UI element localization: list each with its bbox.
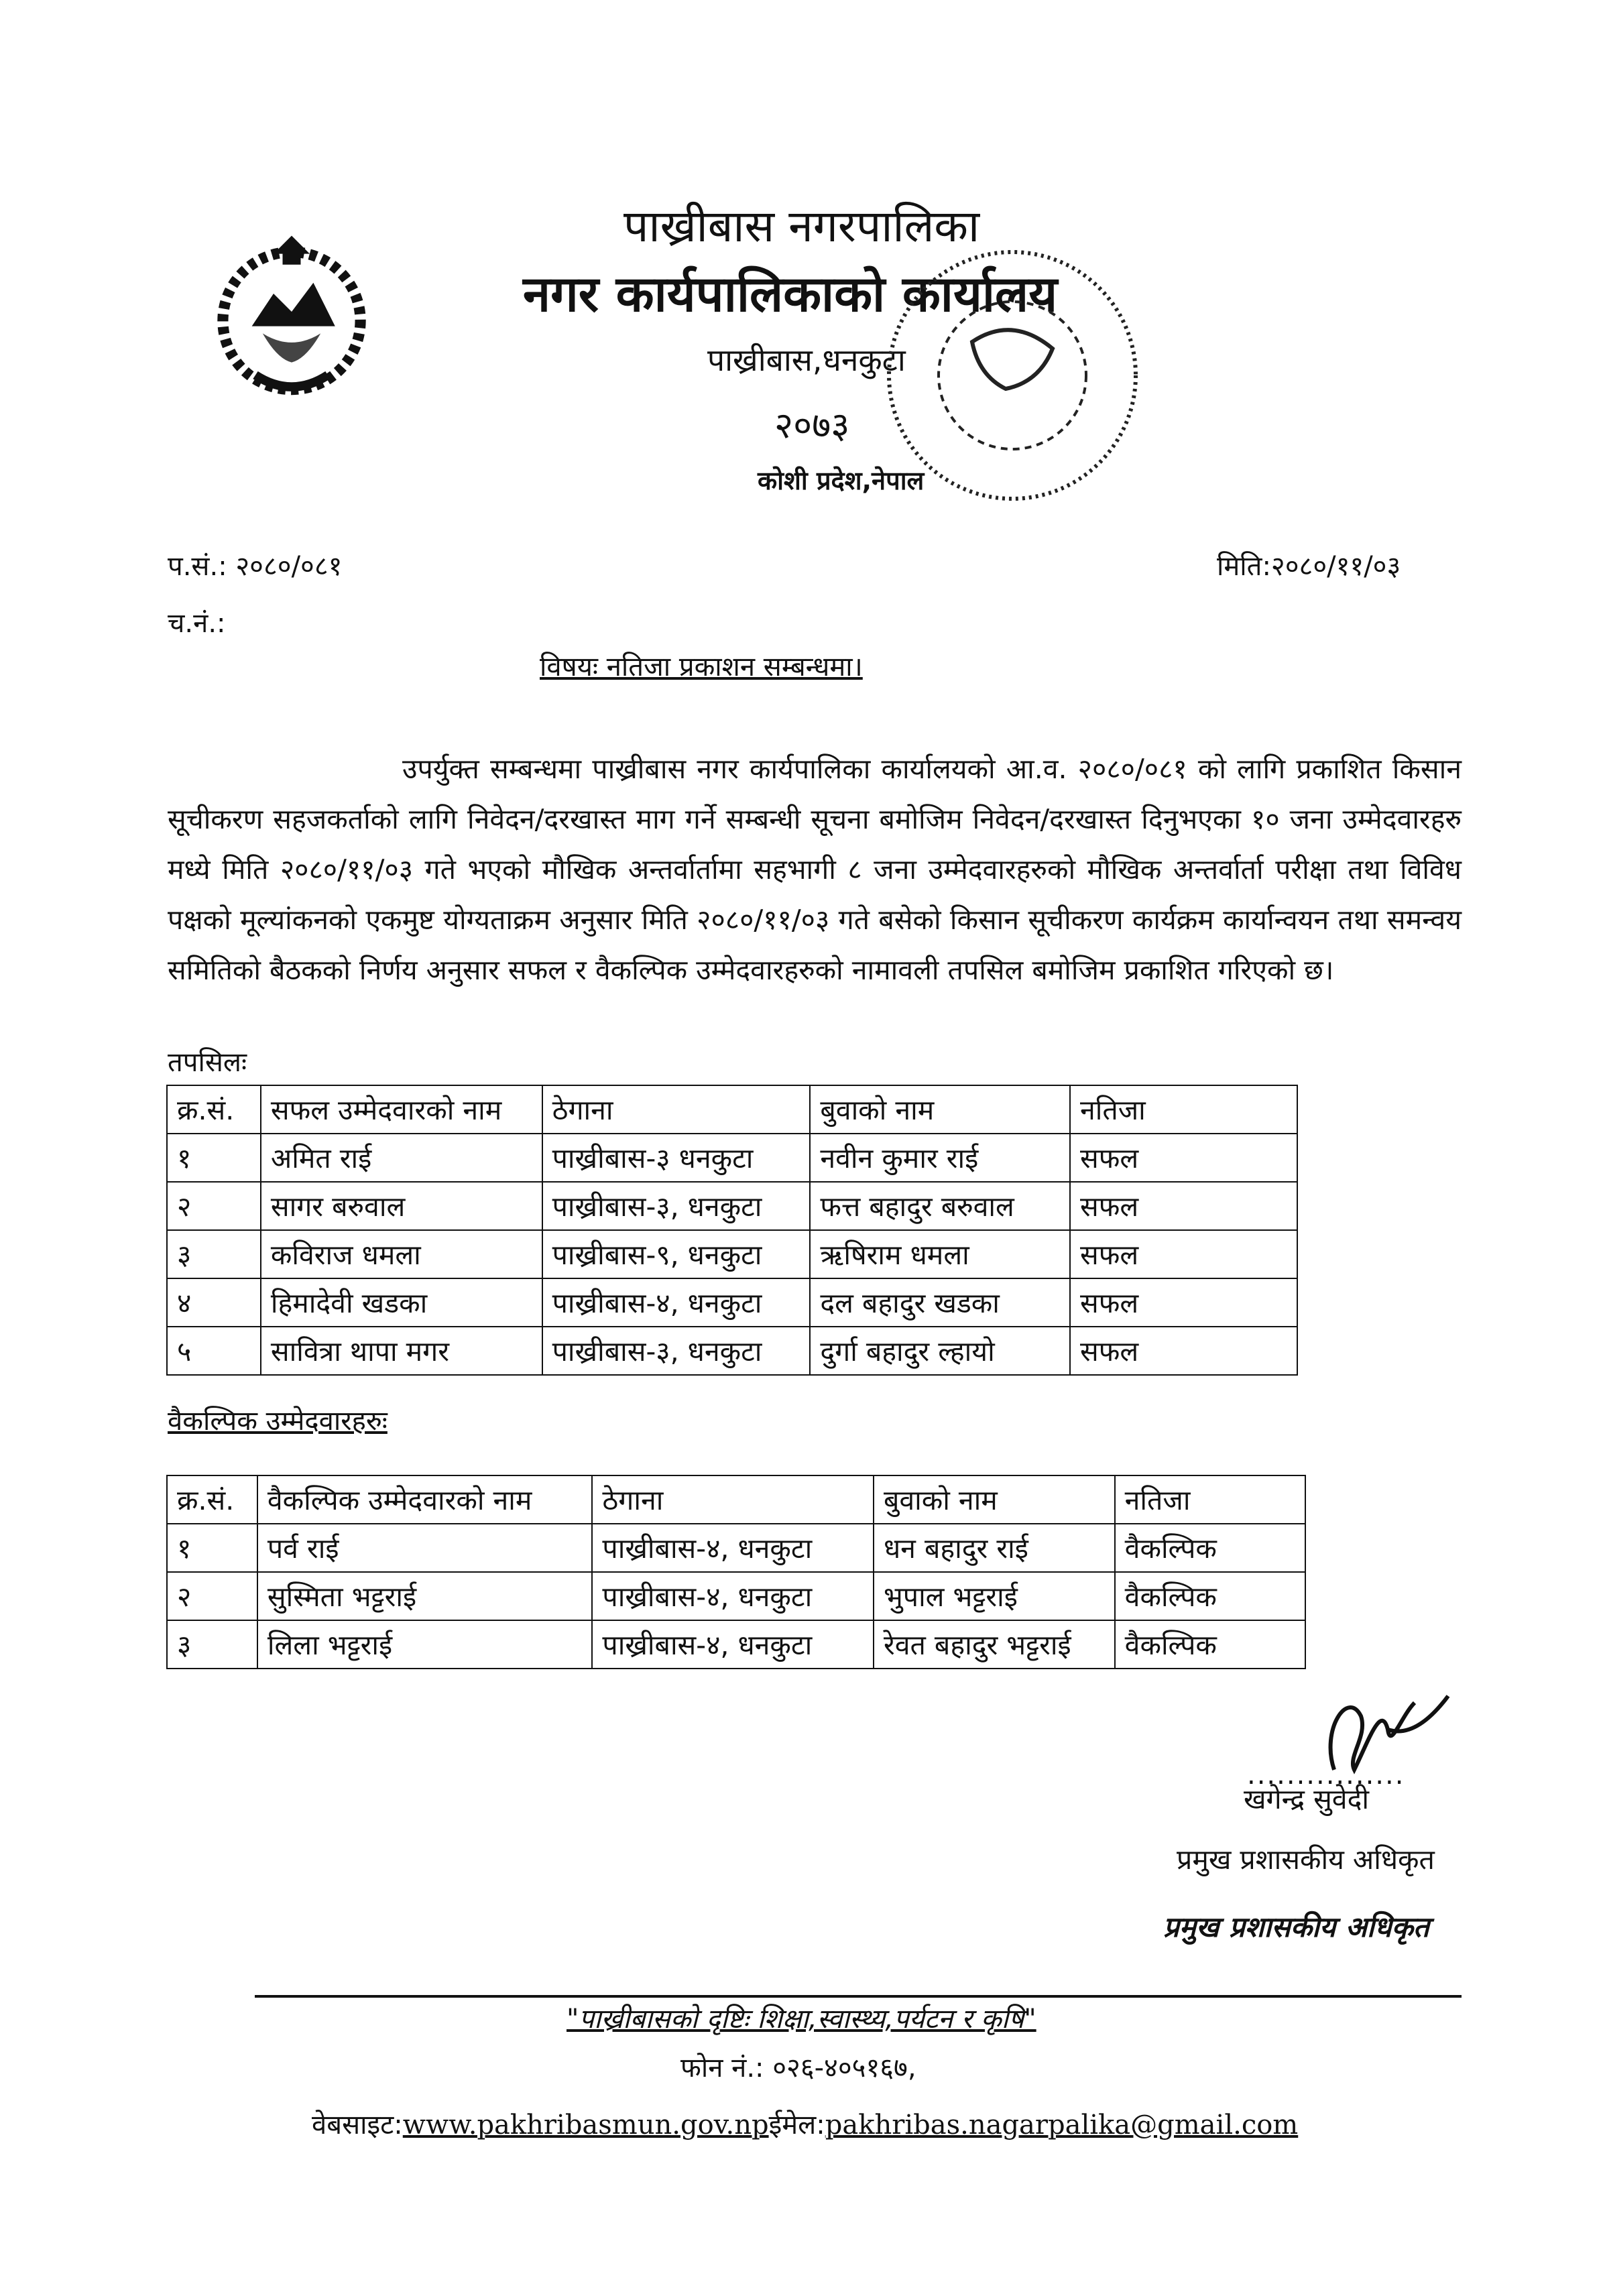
- address-cell: पाख्रीबास-४, धनकुटा: [592, 1524, 874, 1572]
- result-cell: सफल: [1070, 1182, 1297, 1230]
- father-name-cell: नवीन कुमार राई: [810, 1134, 1070, 1182]
- alternate-candidates-table: [166, 1475, 1306, 1669]
- address-cell: पाख्रीबास-४, धनकुटा: [592, 1620, 874, 1669]
- table-row: [167, 1572, 1305, 1620]
- table-row: [167, 1524, 1305, 1572]
- table-row: [167, 1278, 1297, 1327]
- table-row: [167, 1134, 1297, 1182]
- address-cell: पाख्रीबास-३ धनकुटा: [542, 1134, 811, 1182]
- father-name-cell: धन बहादुर राई: [874, 1524, 1115, 1572]
- name-cell: सावित्रा थापा मगर: [261, 1327, 542, 1375]
- header-cell: सफल उम्मेदवारको नाम: [261, 1085, 542, 1134]
- body-text: उपर्युक्त सम्बन्धमा पाख्रीबास नगर कार्यपालिका कार्यालयको आ.व. २०८०/०८१ को लागि प्रकाशित किसान सूचीकरण सहजकर्ताको लागि निवेदन/दरखास्त माग गर्ने सम्बन्धी सूचना बमोजिम निवेदन/दरखास्त दिनुभएका १० जना उम्मेदवारहरु मध्ये मिति २०८०/११/०३ गते भएको मौखिक अन्तर्वार्तामा सहभागी ८ जना उम्मेदवारहरुको मौखिक अन्तर्वार्ता परीक्षा तथा विविध पक्षको मूल्यांकनको एकमुष्ट योग्यताक्रम अनुसार मिति २०८०/११/०३ गते बसेको किसान सूचीकरण कार्यक्रम कार्यान्वयन तथा समन्वय समितिको बैठकको निर्णय अनुसार सफल र वैकल्पिक उम्मेदवारहरुको नामावली तपसिल बमोजिम प्रकाशित गरिएको छ।: [168, 753, 1462, 986]
- header-cell: ठेगाना: [592, 1475, 874, 1524]
- designation-stamp: प्रमुख प्रशासकीय अधिकृत: [1163, 1911, 1429, 1943]
- header-cell: नतिजा: [1070, 1085, 1297, 1134]
- header-cell: वैकल्पिक उम्मेदवारको नाम: [257, 1475, 593, 1524]
- result-cell: सफल: [1070, 1230, 1297, 1278]
- website-link[interactable]: www.pakhribasmun.gov.np: [402, 2110, 769, 2140]
- result-cell: सफल: [1070, 1134, 1297, 1182]
- father-name-cell: भुपाल भट्टराई: [874, 1572, 1115, 1620]
- address-cell: पाख्रीबास-४, धनकुटा: [592, 1572, 874, 1620]
- table-row: [167, 1230, 1297, 1278]
- serial-cell: ५: [167, 1327, 261, 1375]
- email-label: ईमेल:: [768, 2110, 825, 2140]
- table-row: [167, 1620, 1305, 1669]
- signatory-title: प्रमुख प्रशासकीय अधिकृत: [1177, 1844, 1435, 1876]
- father-name-cell: ऋषिराम धमला: [810, 1230, 1070, 1278]
- serial-cell: ३: [167, 1620, 257, 1669]
- result-cell: वैकल्पिक: [1115, 1620, 1305, 1669]
- successful-candidates-table: [166, 1085, 1298, 1376]
- name-cell: हिमादेवी खडका: [261, 1278, 542, 1327]
- phone-number: फोन नं.: ०२६-४०५१६७,: [680, 2053, 916, 2083]
- email-link[interactable]: pakhribas.nagarpalika@gmail.com: [825, 2110, 1299, 2140]
- name-cell: अमित राई: [261, 1134, 542, 1182]
- table-row: [167, 1327, 1297, 1375]
- footer-motto: "पाख्रीबासको दृष्टिः शिक्षा,स्वास्थ्य,पर्यटन र कृषि": [567, 2004, 1036, 2035]
- nepal-emblem-icon: [201, 221, 382, 402]
- father-name-cell: फत्त बहादुर बरुवाल: [810, 1182, 1070, 1230]
- name-cell: लिला भट्टराई: [257, 1620, 593, 1669]
- result-cell: सफल: [1070, 1327, 1297, 1375]
- header-cell: नतिजा: [1115, 1475, 1305, 1524]
- dispatch-number: च.नं.:: [168, 608, 226, 639]
- schedule-label: तपसिलः: [168, 1047, 247, 1078]
- name-cell: पर्व राई: [257, 1524, 593, 1572]
- address-cell: पाख्रीबास-९, धनकुटा: [542, 1230, 811, 1278]
- office-name: नगर कार्यपालिकाको कार्यालय: [523, 265, 1058, 323]
- signatory-name: खगेन्द्र सुवेदी: [1244, 1783, 1369, 1815]
- office-stamp: [878, 235, 1146, 516]
- table-row: [167, 1182, 1297, 1230]
- office-location: पाख्रीबास,धनकुटा: [707, 342, 906, 378]
- table-header-row: [167, 1475, 1305, 1524]
- header-cell: क्र.सं.: [167, 1085, 261, 1134]
- result-cell: वैकल्पिक: [1115, 1524, 1305, 1572]
- father-name-cell: दल बहादुर खडका: [810, 1278, 1070, 1327]
- table-header-row: [167, 1085, 1297, 1134]
- province: कोशी प्रदेश,नेपाल: [758, 466, 925, 495]
- header-cell: बुवाको नाम: [874, 1475, 1115, 1524]
- result-cell: सफल: [1070, 1278, 1297, 1327]
- org-name: पाख्रीबास नगरपालिका: [623, 200, 980, 252]
- name-cell: सागर बरुवाल: [261, 1182, 542, 1230]
- letter-date: मिति:२०८०/११/०३: [1217, 551, 1401, 582]
- established-year: २०७३: [774, 404, 850, 446]
- footer-divider: [255, 1995, 1462, 1998]
- result-cell: वैकल्पिक: [1115, 1572, 1305, 1620]
- name-cell: सुस्मिता भट्टराई: [257, 1572, 593, 1620]
- father-name-cell: रेवत बहादुर भट्टराई: [874, 1620, 1115, 1669]
- header-cell: क्र.सं.: [167, 1475, 257, 1524]
- body-paragraph: [168, 744, 1462, 995]
- serial-cell: १: [167, 1134, 261, 1182]
- signature-dots: ................: [1247, 1760, 1405, 1791]
- website-label: वेबसाइट:: [312, 2110, 403, 2140]
- father-name-cell: दुर्गा बहादुर ल्हायो: [810, 1327, 1070, 1375]
- alternate-label: वैकल्पिक उम्मेदवारहरुः: [168, 1406, 388, 1437]
- address-cell: पाख्रीबास-४, धनकुटा: [542, 1278, 811, 1327]
- header-cell: बुवाको नाम: [810, 1085, 1070, 1134]
- serial-cell: २: [167, 1572, 257, 1620]
- reference-number: प.सं.: २०८०/०८१: [168, 551, 343, 582]
- serial-cell: २: [167, 1182, 261, 1230]
- serial-cell: १: [167, 1524, 257, 1572]
- subject-line: विषयः नतिजा प्रकाशन सम्बन्धमा।: [540, 652, 863, 682]
- address-cell: पाख्रीबास-३, धनकुटा: [542, 1182, 811, 1230]
- serial-cell: ४: [167, 1278, 261, 1327]
- address-cell: पाख्रीबास-३, धनकुटा: [542, 1327, 811, 1375]
- name-cell: कविराज धमला: [261, 1230, 542, 1278]
- web-contacts: [312, 2105, 1298, 2142]
- serial-cell: ३: [167, 1230, 261, 1278]
- header-cell: ठेगाना: [542, 1085, 811, 1134]
